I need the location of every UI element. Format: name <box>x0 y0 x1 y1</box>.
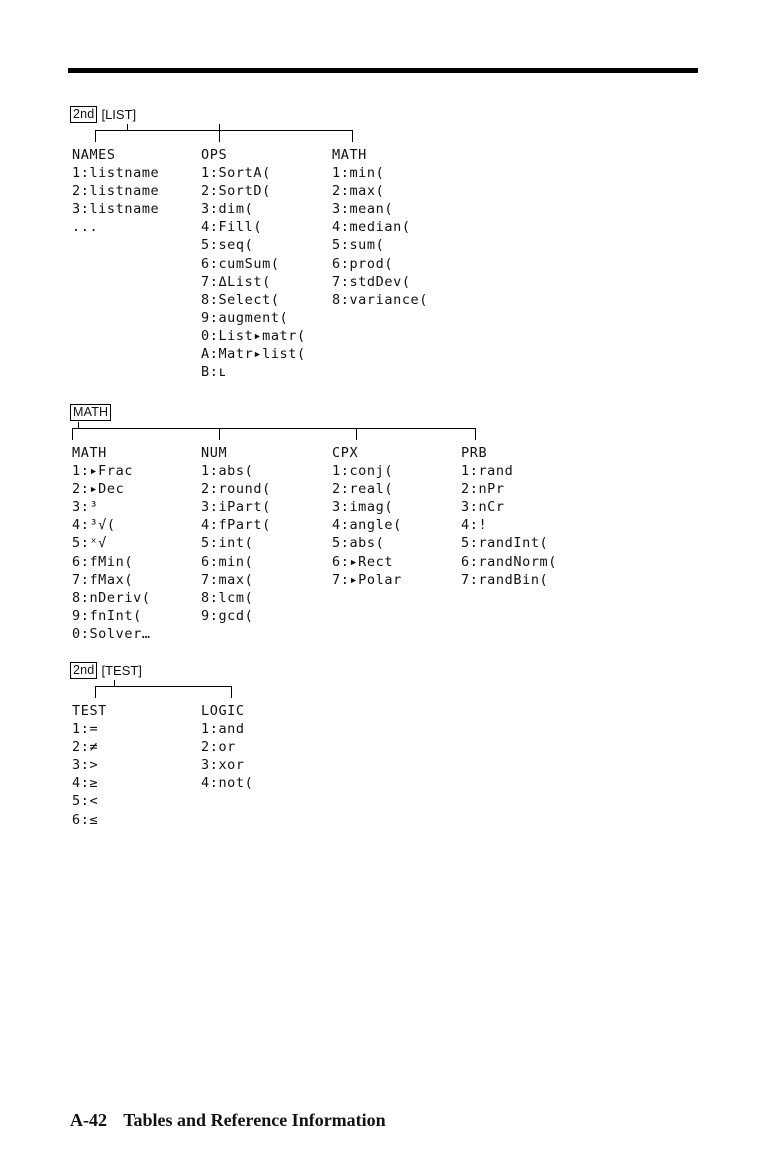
list-menu-section <box>70 104 429 381</box>
menu-item: 3:³ <box>72 499 99 516</box>
menu-item: 6:fMin( <box>72 553 134 570</box>
menu-item: B:ʟ <box>201 364 228 381</box>
math-key: MATH <box>70 404 111 421</box>
test-menu-bracket <box>70 680 142 702</box>
menu-item: 9:gcd( <box>201 607 254 624</box>
menu-item: A:Matr▸list( <box>201 346 306 363</box>
menu-header: CPX <box>332 445 359 461</box>
num-column <box>201 444 271 625</box>
menu-item: 4:angle( <box>332 517 402 534</box>
menu-item: 1:= <box>72 721 99 738</box>
menu-item: 3:listname <box>72 201 160 218</box>
menu-item: 5:abs( <box>332 535 385 552</box>
test-key-label: [TEST] <box>101 662 142 678</box>
menu-item: 2:≠ <box>72 739 99 756</box>
menu-item: 1:rand <box>461 463 514 480</box>
menu-header: TEST <box>72 703 107 719</box>
menu-item: 1:min( <box>332 165 385 182</box>
menu-item: 6:▸Rect <box>332 553 394 570</box>
menu-item: 5:ˣ√ <box>72 535 107 552</box>
menu-item: 6:min( <box>201 553 254 570</box>
menu-item: 7:max( <box>201 571 254 588</box>
menu-item: 6:≤ <box>72 811 99 828</box>
test-menu-section <box>70 660 254 828</box>
math-key-sequence <box>70 402 111 422</box>
menu-item: 1:▸Frac <box>72 463 134 480</box>
cpx-column <box>332 444 402 589</box>
menu-item: 6:prod( <box>332 255 394 272</box>
menu-item: 6:randNorm( <box>461 553 558 570</box>
menu-item: 2:nPr <box>461 481 505 498</box>
menu-item: 5:int( <box>201 535 254 552</box>
menu-item: 5:sum( <box>332 237 385 254</box>
menu-item: 5:seq( <box>201 237 254 254</box>
page-number: A-42 <box>70 1110 107 1130</box>
footer-title: Tables and Reference Information <box>123 1110 386 1130</box>
menu-item: 7:fMax( <box>72 571 134 588</box>
menu-item: 1:conj( <box>332 463 394 480</box>
menu-item: 3:mean( <box>332 201 394 218</box>
menu-item: 8:nDeriv( <box>72 589 151 606</box>
menu-item: 7:stdDev( <box>332 273 411 290</box>
menu-item: 4:median( <box>332 219 411 236</box>
menu-header: MATH <box>72 445 107 461</box>
menu-item: 7:ΔList( <box>201 273 271 290</box>
menu-item: 1:SortA( <box>201 165 271 182</box>
menu-item: 3:dim( <box>201 201 254 218</box>
menu-item: 1:abs( <box>201 463 254 480</box>
top-rule <box>68 68 698 73</box>
menu-header: PRB <box>461 445 488 461</box>
menu-header: NAMES <box>72 147 116 163</box>
menu-item: 3:nCr <box>461 499 505 516</box>
menu-item: 7:randBin( <box>461 571 549 588</box>
list-key-sequence <box>70 104 136 124</box>
menu-item: 4:≥ <box>72 775 99 792</box>
prb-column <box>461 444 557 589</box>
menu-item: 3:> <box>72 757 99 774</box>
menu-item: 4:Fill( <box>201 219 263 236</box>
menu-item: 2:max( <box>332 183 385 200</box>
math-menu-bracket <box>70 422 111 444</box>
test-key-sequence <box>70 660 142 680</box>
math-column <box>72 444 151 643</box>
menu-item: 8:Select( <box>201 291 280 308</box>
menu-item: 1:listname <box>72 165 160 182</box>
menu-item: 8:lcm( <box>201 589 254 606</box>
test-column <box>72 702 107 829</box>
menu-item: 6:cumSum( <box>201 255 280 272</box>
menu-item: 2:SortD( <box>201 183 271 200</box>
menu-item: 9:fnInt( <box>72 607 142 624</box>
menu-item: 1:and <box>201 721 245 738</box>
names-column <box>72 146 159 236</box>
menu-item: 2:listname <box>72 183 160 200</box>
logic-column <box>201 702 253 792</box>
menu-item: 4:! <box>461 517 488 534</box>
menu-item: 7:▸Polar <box>332 571 402 588</box>
menu-item: 4:not( <box>201 775 254 792</box>
menu-item: 2:round( <box>201 481 271 498</box>
menu-header: OPS <box>201 147 228 163</box>
menu-item: 4:fPart( <box>201 517 271 534</box>
math-column <box>332 146 428 309</box>
menu-item: 3:xor <box>201 757 245 774</box>
2nd-key: 2nd <box>70 662 97 679</box>
math-menu-section <box>70 402 558 642</box>
menu-header: NUM <box>201 445 228 461</box>
menu-item: 5:randInt( <box>461 535 549 552</box>
menu-item: 0:List▸matr( <box>201 327 306 344</box>
menu-header: LOGIC <box>201 703 245 719</box>
menu-item: 2:real( <box>332 481 394 498</box>
list-key-label: [LIST] <box>101 106 137 122</box>
ops-column <box>201 146 306 381</box>
menu-item: 2:or <box>201 739 236 756</box>
2nd-key: 2nd <box>70 106 97 123</box>
menu-item: 8:variance( <box>332 291 429 308</box>
menu-item: 3:iPart( <box>201 499 271 516</box>
page-footer <box>70 1110 386 1131</box>
menu-item: 5:< <box>72 793 99 810</box>
menu-item: 3:imag( <box>332 499 394 516</box>
list-menu-bracket <box>70 124 136 146</box>
menu-header: MATH <box>332 147 367 163</box>
menu-item: 0:Solver… <box>72 625 151 642</box>
menu-item: ... <box>72 219 99 236</box>
menu-item: 4:³√( <box>72 517 116 534</box>
menu-item: 2:▸Dec <box>72 481 125 498</box>
menu-item: 9:augment( <box>201 309 289 326</box>
